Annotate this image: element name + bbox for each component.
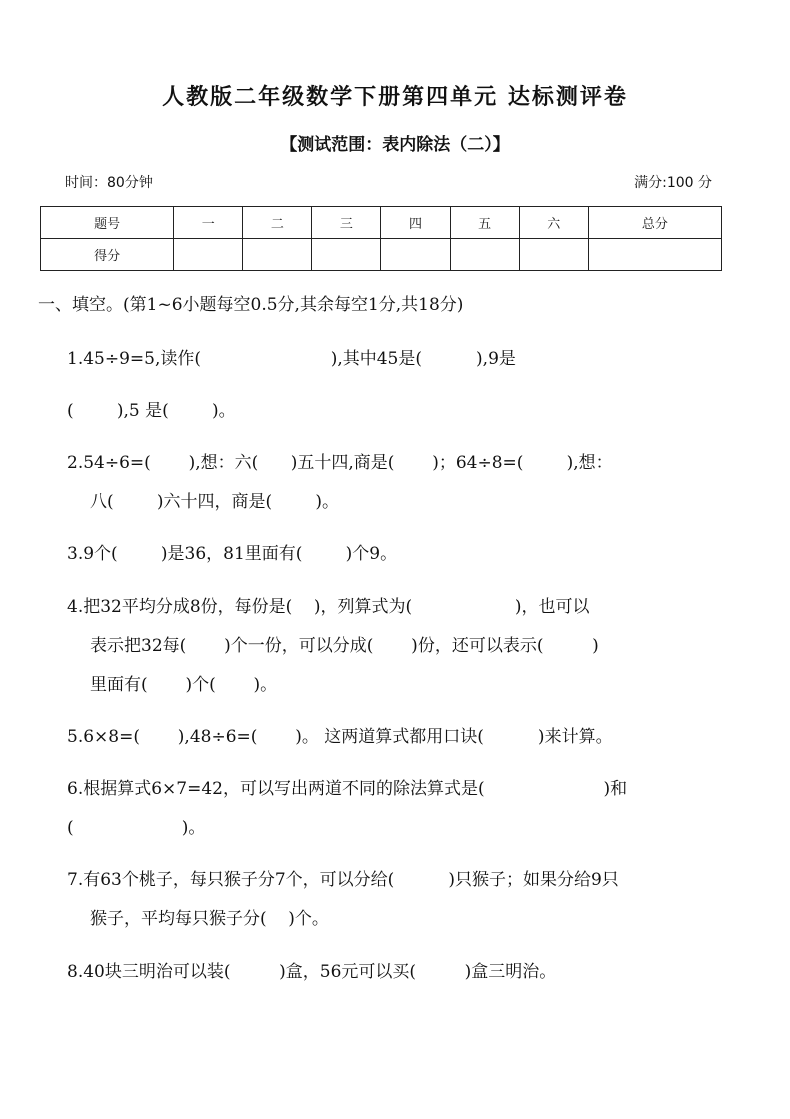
score-table-header-cell: 二 xyxy=(243,207,312,239)
question-line: ( ),5 是( )。 xyxy=(67,401,236,421)
score-table-header-cell: 总分 xyxy=(588,207,721,239)
score-cell[interactable] xyxy=(243,239,312,271)
score-cell[interactable] xyxy=(450,239,519,271)
score-row-label: 得分 xyxy=(41,239,174,271)
score-table-header-cell: 五 xyxy=(450,207,519,239)
score-table-header-cell: 一 xyxy=(174,207,243,239)
score-table-score-row xyxy=(41,239,722,271)
score-table-header-cell: 六 xyxy=(519,207,588,239)
question-line: 8.40块三明治可以装( )盒，56元可以买( )盒三明治。 xyxy=(67,962,557,982)
score-table xyxy=(40,206,722,271)
score-cell[interactable] xyxy=(381,239,450,271)
question-line: 八( )六十四，商是( )。 xyxy=(90,492,339,512)
score-table-header-row xyxy=(41,207,722,239)
question-line: 表示把32每( )个一份，可以分成( )份，还可以表示( ) xyxy=(90,636,599,656)
question-line: 里面有( )个( )。 xyxy=(90,675,278,695)
question-line: 3.9个( )是36，81里面有( )个9。 xyxy=(67,544,398,564)
score-cell[interactable] xyxy=(519,239,588,271)
question-line: 猴子，平均每只猴子分( )个。 xyxy=(90,909,329,929)
page-title: 人教版二年级数学下册第四单元 达标测评卷 xyxy=(162,85,628,110)
question-line: ( )。 xyxy=(67,818,206,838)
question-line: 5.6×8=( ),48÷6=( )。 这两道算式都用口诀( )来计算。 xyxy=(67,727,613,747)
score-cell[interactable] xyxy=(174,239,243,271)
question-line: 7.有63个桃子，每只猴子分7个，可以分给( )只猴子；如果分给9只 xyxy=(67,870,619,890)
test-scope: 【测试范围：表内除法（二）】 xyxy=(280,135,510,155)
question-line: 6.根据算式6×7=42，可以写出两道不同的除法算式是( )和 xyxy=(67,779,628,799)
exam-time: 时间：80分钟 xyxy=(65,175,153,191)
full-score: 满分:100 分 xyxy=(634,175,712,191)
question-line: 4.把32平均分成8份，每份是( )，列算式为( )，也可以 xyxy=(67,597,590,617)
question-line: 2.54÷6=( ),想：六( )五十四,商是( )；64÷8=( ),想： xyxy=(67,453,613,473)
score-table-header-cell: 题号 xyxy=(41,207,174,239)
score-cell[interactable] xyxy=(588,239,721,271)
section-1-title: 一、填空。(第1~6小题每空0.5分,其余每空1分,共18分) xyxy=(38,295,464,315)
question-line: 1.45÷9=5,读作( ),其中45是( ),9是 xyxy=(67,349,516,369)
score-cell[interactable] xyxy=(312,239,381,271)
score-table-header-cell: 四 xyxy=(381,207,450,239)
score-table-header-cell: 三 xyxy=(312,207,381,239)
